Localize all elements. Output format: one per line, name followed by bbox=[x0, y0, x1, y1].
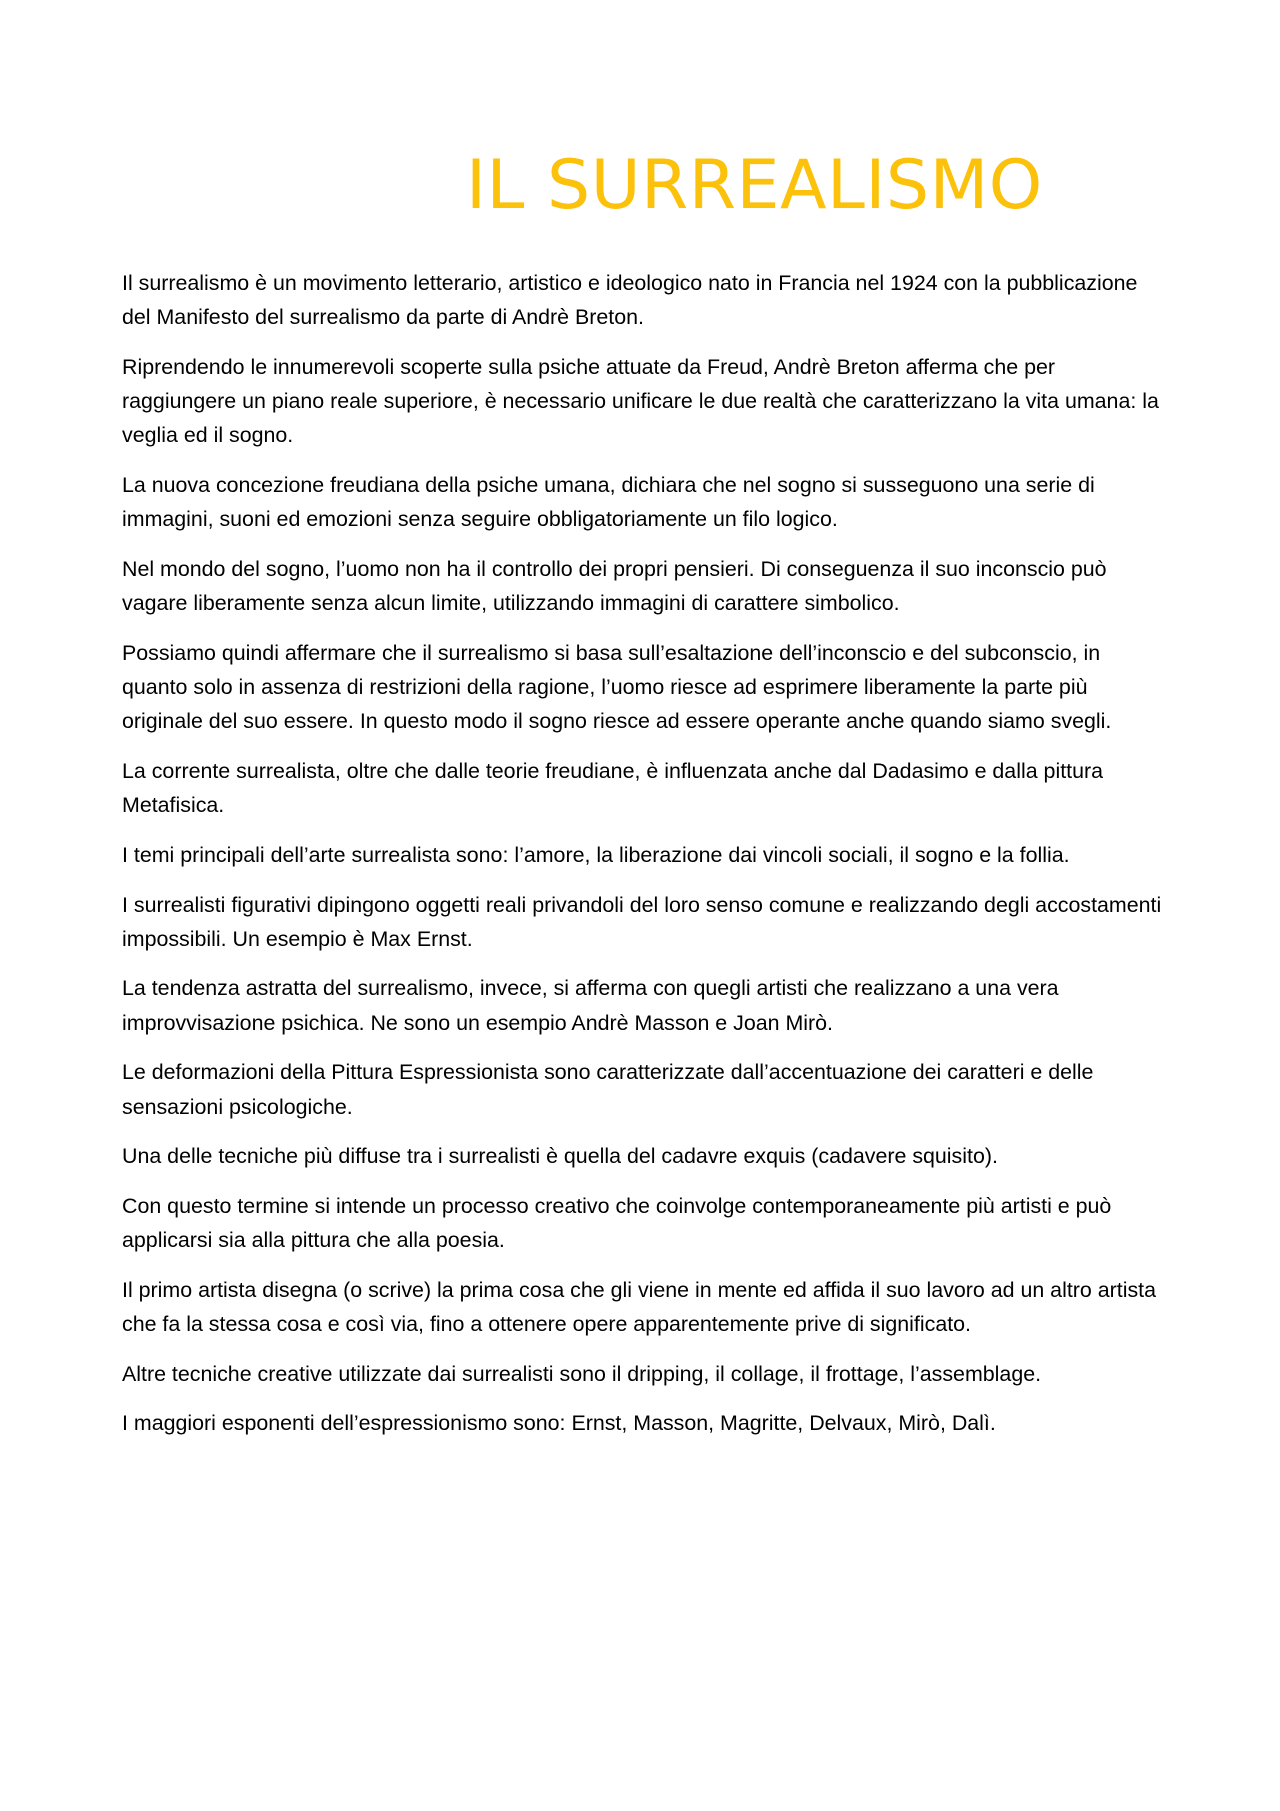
document-body bbox=[122, 266, 1170, 1456]
paragraph: Nel mondo del sogno, l’uomo non ha il controllo dei propri pensieri. Di conseguenza il suo inconscio può vagare liberamente senza alcun limite, utilizzando immagini di carattere simbolico. bbox=[122, 556, 1107, 616]
paragraph: Il primo artista disegna (o scrive) la prima cosa che gli viene in mente ed affida il suo lavoro ad un altro artista che fa la stessa cosa e così via, fino a ottenere opere apparentemente prive di significato. bbox=[122, 1277, 1156, 1337]
paragraph: Le deformazioni della Pittura Espressionista sono caratterizzate dall’accentuazione dei caratteri e delle sensazioni psicologiche. bbox=[122, 1060, 1094, 1119]
paragraph: Altre tecniche creative utilizzate dai surrealisti sono il dripping, il collage, il frottage, l’assemblage. bbox=[122, 1361, 1042, 1386]
paragraph: Il surrealismo è un movimento letterario, artistico e ideologico nato in Francia nel 1924 con la pubblicazione del Manifesto del surrealismo da parte di Andrè Breton. bbox=[122, 271, 1138, 330]
paragraph: La tendenza astratta del surrealismo, invece, si afferma con quegli artisti che realizzano a una vera improvvisazione psichica. Ne sono un esempio Andrè Masson e Joan Mirò. bbox=[122, 976, 1059, 1035]
paragraph: La corrente surrealista, oltre che dalle teorie freudiane, è influenzata anche dal Dadasimo e dalla pittura Metafisica. bbox=[122, 758, 1103, 818]
paragraph: I surrealisti figurativi dipingono oggetti reali privandoli del loro senso comune e realizzando degli accostamenti impossibili. Un esempio è Max Ernst. bbox=[122, 892, 1162, 951]
paragraph: Riprendendo le innumerevoli scoperte sulla psiche attuate da Freud, Andrè Breton afferma che per raggiungere un piano reale superiore, è necessario unificare le due realtà che caratterizzano la vita umana: la veglia ed il sogno. bbox=[122, 354, 1159, 448]
paragraph: I temi principali dell’arte surrealista sono: l’amore, la liberazione dai vincoli sociali, il sogno e la follia. bbox=[122, 842, 1070, 867]
paragraph: Con questo termine si intende un processo creativo che coinvolge contemporaneamente più artisti e può applicarsi sia alla pittura che alla poesia. bbox=[122, 1193, 1112, 1253]
paragraph: La nuova concezione freudiana della psiche umana, dichiara che nel sogno si susseguono una serie di immagini, suoni ed emozioni senza seguire obbligatoriamente un filo logico. bbox=[122, 473, 1095, 532]
paragraph: I maggiori esponenti dell’espressionismo sono: Ernst, Masson, Magritte, Delvaux, Mirò, Dalì. bbox=[122, 1411, 996, 1436]
document-title: IL SURREALISMO bbox=[466, 146, 1043, 225]
paragraph: Possiamo quindi affermare che il surrealismo si basa sull’esaltazione dell’inconscio e del subconscio, in quanto solo in assenza di restrizioni della ragione, l’uomo riesce ad esprimere liberamente la parte più originale del suo essere. In questo modo il sogno riesce ad essere operante anche quando siamo svegli. bbox=[122, 640, 1112, 734]
paragraph: Una delle tecniche più diffuse tra i surrealisti è quella del cadavre exquis (cadavere squisito). bbox=[122, 1144, 998, 1169]
